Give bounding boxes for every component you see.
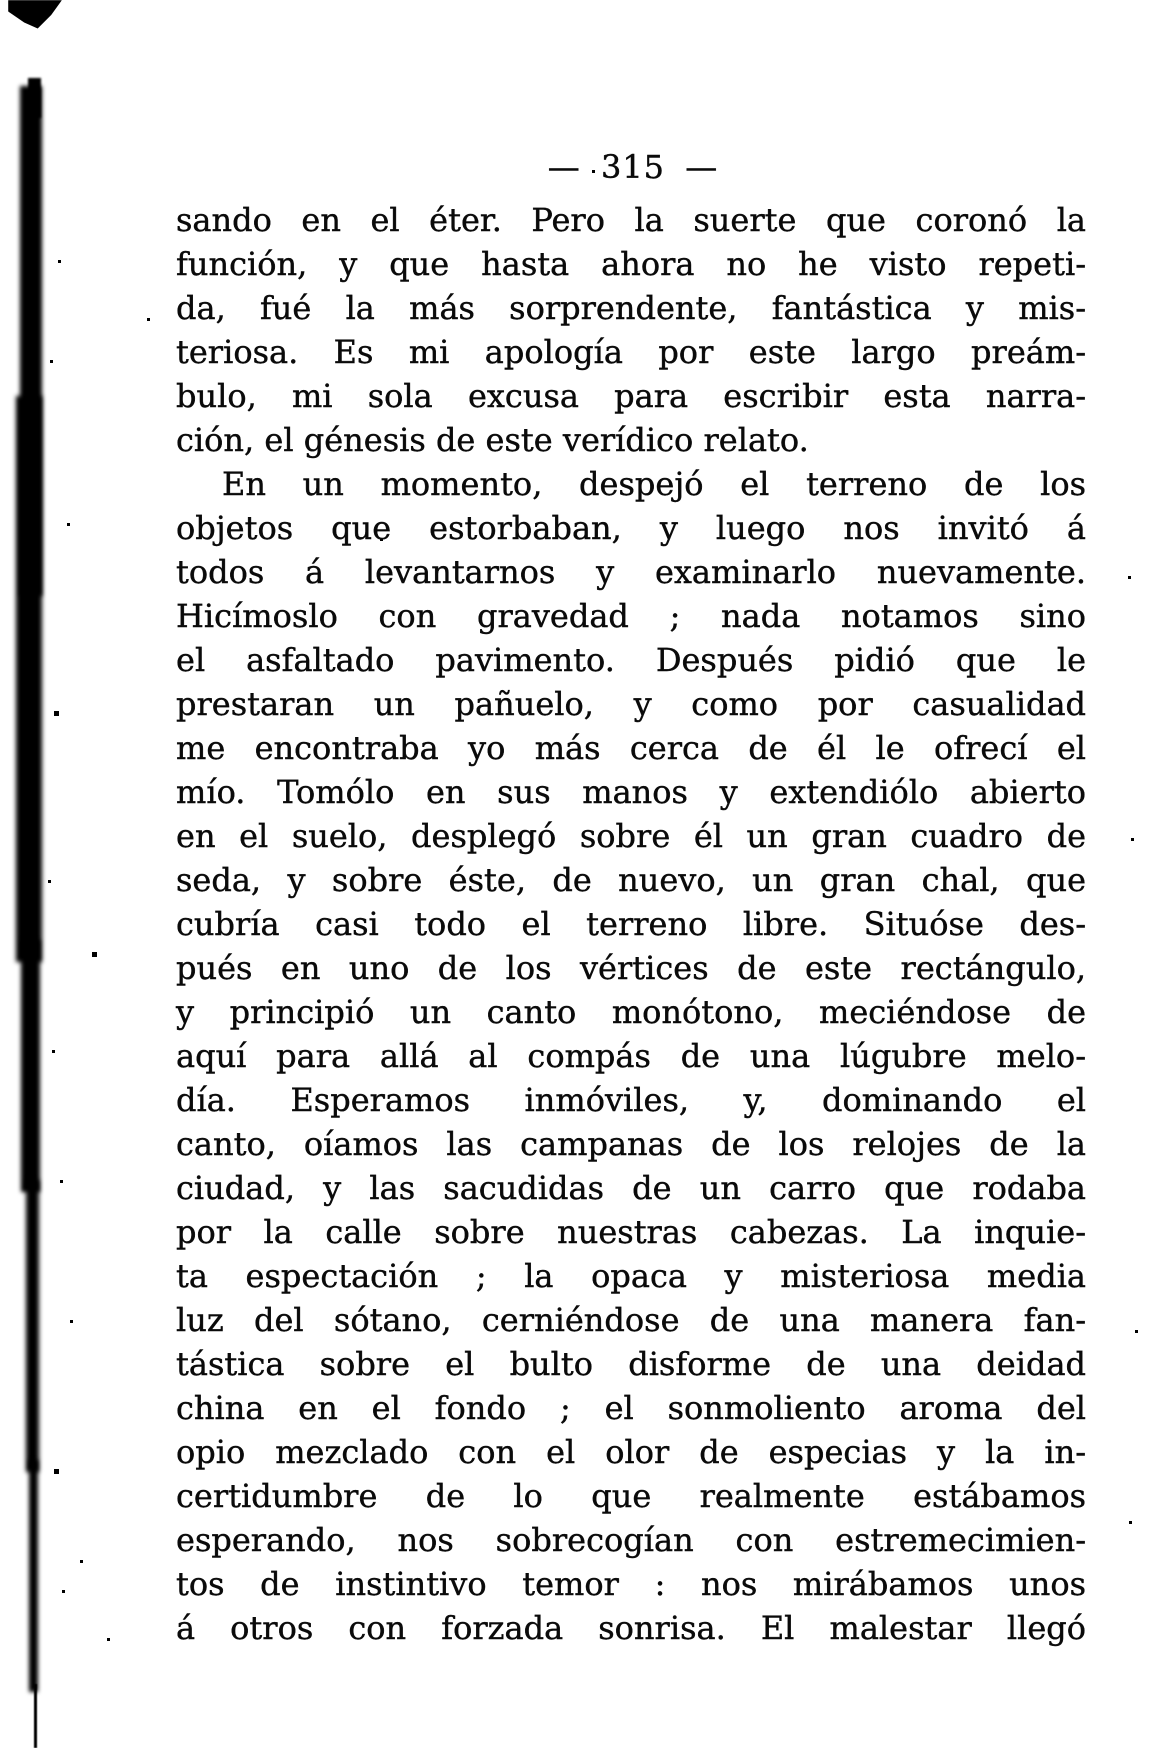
text-line: ta espectación ; la opaca y misteriosa media: [176, 1257, 1086, 1295]
scan-bottom-line: [34, 1684, 37, 1748]
text-line: en el suelo, desplegó sobre él un gran cuadro de: [176, 817, 1086, 855]
scan-binding-shadow: [28, 78, 41, 118]
text-line: da, fué la más sorprendente, fantástica y mis-: [176, 289, 1086, 327]
scan-binding-shadow: [29, 1460, 38, 1692]
scan-noise: [0, 0, 3, 3]
text-line: canto, oíamos las campanas de los relojes de la: [176, 1125, 1086, 1163]
text-line: mío. Tomólo en sus manos y extendiólo abierto: [176, 773, 1086, 811]
text-line: el asfaltado pavimento. Después pidió que le: [176, 641, 1086, 679]
scan-corner-mark: [8, 0, 62, 30]
text-line: tástica sobre el bulto disforme de una deidad: [176, 1345, 1086, 1383]
text-line: á otros con forzada sonrisa. El malestar llegó: [176, 1609, 1086, 1647]
text-line: función, y que hasta ahora no he visto repeti-: [176, 245, 1086, 283]
text-line: por la calle sobre nuestras cabezas. La inquie-: [176, 1213, 1086, 1251]
text-line: objetos que estorbaban, y luego nos invitó á: [176, 509, 1086, 547]
scan-binding-shadow: [16, 396, 42, 962]
text-line: ciudad, y las sacudidas de un carro que rodaba: [176, 1169, 1086, 1207]
text-line: ción, el génesis de este verídico relato.: [176, 421, 809, 459]
text-block: [176, 198, 1086, 1650]
text-line: sando en el éter. Pero la suerte que coronó la: [176, 201, 1086, 239]
scan-binding-shadow: [21, 940, 40, 1192]
text-line: esperando, nos sobrecogían con estremecimien-: [176, 1521, 1086, 1559]
text-line: teriosa. Es mi apología por este largo preám-: [176, 333, 1086, 371]
text-line: opio mezclado con el olor de especias y la in-: [176, 1433, 1086, 1471]
text-line: tos de instintivo temor : nos mirábamos unos: [176, 1565, 1086, 1603]
text-line: me encontraba yo más cerca de él le ofrecí el: [176, 729, 1086, 767]
text-line: certidumbre de lo que realmente estábamos: [176, 1477, 1086, 1515]
text-line: prestaran un pañuelo, y como por casualidad: [176, 685, 1086, 723]
text-line: seda, y sobre éste, de nuevo, un gran chal, que: [176, 861, 1086, 899]
text-line: todos á levantarnos y examinarlo nuevamente.: [176, 553, 1086, 591]
text-line: pués en uno de los vértices de este rectángulo,: [176, 949, 1086, 987]
text-line: aquí para allá al compás de una lúgubre melo-: [176, 1037, 1086, 1075]
text-line: bulo, mi sola excusa para escribir esta narra-: [176, 377, 1086, 415]
text-line: luz del sótano, cerniéndose de una manera fan-: [176, 1301, 1086, 1339]
text-line: día. Esperamos inmóviles, y, dominando el: [176, 1081, 1086, 1119]
text-line: En un momento, despejó el terreno de los: [222, 465, 1086, 503]
page-number: — 315 —: [547, 148, 719, 186]
text-line: cubría casi todo el terreno libre. Situóse des-: [176, 905, 1086, 943]
text-line: china en el fondo ; el sonmoliento aroma del: [176, 1389, 1086, 1427]
text-line: y principió un canto monótono, meciéndose de: [176, 993, 1086, 1031]
text-line: Hicímoslo con gravedad ; nada notamos sino: [176, 597, 1086, 635]
scan-binding-shadow: [26, 1180, 39, 1472]
